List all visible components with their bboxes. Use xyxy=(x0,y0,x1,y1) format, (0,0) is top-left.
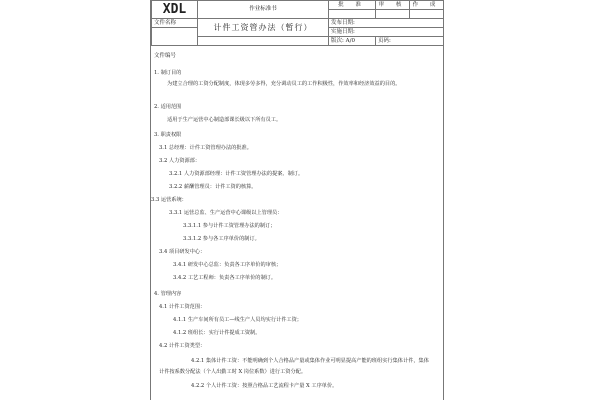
review-header: 审 核 xyxy=(376,1,410,10)
document-title: 计件工资管办法（暂行） xyxy=(198,19,329,37)
duty-3-4-2: 3.4.2 工艺工程师：负责各工序单价的制订。 xyxy=(173,275,277,281)
item-4-1-2: 4.1.2 班组长：实行计件提成工资制。 xyxy=(173,330,261,336)
version: 版次: A/0 xyxy=(329,37,376,46)
duty-3-4: 3.4 项目研发中心： xyxy=(159,249,206,255)
item-4-2-2: 4.2.2 个人计件工资：按照合格品工艺流程卡产量 X 工序单价。 xyxy=(191,383,338,389)
file-name-value xyxy=(152,28,198,46)
section-scope-heading: 2. 适用范围 xyxy=(154,104,182,110)
page-no: 页码: xyxy=(376,37,444,46)
review-cell xyxy=(376,10,410,19)
duty-3-3-1-2: 3.3.1.2 参与各工序单价的制订。 xyxy=(183,236,260,242)
title-spacer xyxy=(198,37,329,46)
effective-date: 实施日期: xyxy=(329,28,444,37)
duty-3-3-1: 3.3.1 运营总监、生产运营中心课级以上管理员： xyxy=(169,210,283,216)
approve-header: 批 准 xyxy=(329,1,376,10)
approve-cell xyxy=(329,10,376,19)
duty-3-3-1-1: 3.3.1.1 参与计件工资管理办法的制订； xyxy=(183,223,276,229)
document-header-table xyxy=(151,0,444,46)
duty-3-4-1: 3.4.1 研发中心总监：负责各工序单价的审核； xyxy=(173,262,282,268)
company-logo: XDL xyxy=(152,1,198,19)
duty-3-3: 3.3 运营系统： xyxy=(151,197,187,203)
section-purpose-heading: 1. 制订目的 xyxy=(154,70,182,76)
document-type: 作业标准书 xyxy=(198,1,329,19)
file-name-label: 文件名称 xyxy=(152,19,198,28)
item-4-1: 4.1 计件工资范围： xyxy=(159,304,206,310)
duty-3-2-2: 3.2.2 薪酬管理员：计件工资的核算。 xyxy=(169,184,257,190)
item-4-2-1: 4.2.1 集体计件工资：不能明确到个人合格品产量或集体作业可明显提高产能的班组实行集体计件，集体计件按系数分配法（个人出勤工时 X 岗位系数）进行工资分配。 xyxy=(159,358,429,375)
section-management-heading: 4. 管理内容 xyxy=(154,291,182,297)
author-cell xyxy=(410,10,444,19)
author-header: 作 成 xyxy=(410,1,444,10)
duty-3-2: 3.2 人力资源部： xyxy=(159,158,201,164)
item-4-1-1: 4.1.1 生产车间所有员工—线生产人员均实行计件工资； xyxy=(173,317,302,323)
section-duties-heading: 3. 职责权限 xyxy=(154,132,182,138)
duty-3-2-1: 3.2.1 人力资源部经理：计件工资管理办法的提案、制订。 xyxy=(169,171,304,177)
issue-date: 发布日期: xyxy=(329,19,444,28)
document-page xyxy=(150,0,444,400)
section-scope-text: 适用于生产运营中心制造部课长级以下所有员工。 xyxy=(167,117,282,123)
duty-3-1: 3.1 总经理：计件工资管理办法的批准。 xyxy=(159,145,252,151)
file-no-label-text: 文件编号 xyxy=(154,53,177,59)
section-purpose-text: 为建立合理的工资分配制度，体现多劳多得，充分调动员工的工作积极性，作效率和经济效益的目的。 xyxy=(167,81,401,87)
item-4-2: 4.2 计件工资类型： xyxy=(159,343,206,349)
